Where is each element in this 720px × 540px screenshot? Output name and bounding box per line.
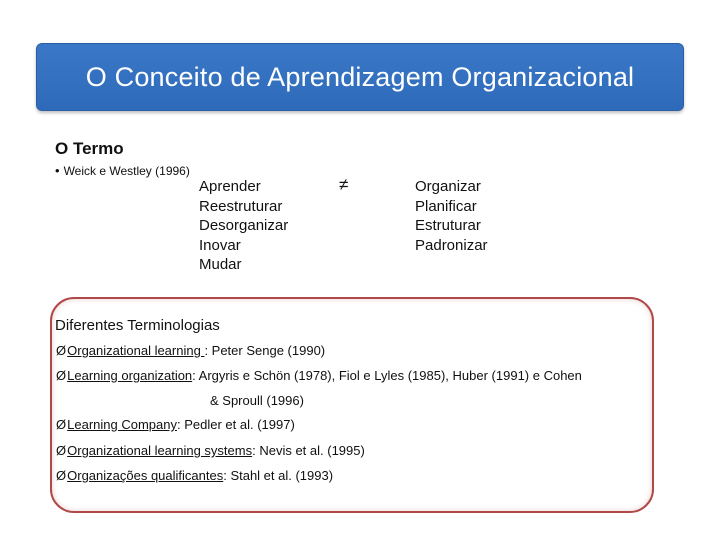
terminology-continuation: & Sproull (1996): [210, 393, 304, 408]
organizar-column: [415, 177, 488, 255]
arrow-bullet-icon: Ø: [56, 443, 67, 458]
arrow-bullet-icon: Ø: [56, 343, 67, 358]
arrow-bullet-icon: Ø: [56, 368, 67, 383]
terminology-authors: : Stahl et al. (1993): [223, 468, 334, 483]
arrow-bullet-icon: Ø: [56, 468, 67, 483]
author-reference: Weick e Westley (1996): [63, 164, 190, 178]
terminology-item: [56, 343, 325, 358]
terminology-authors: : Peter Senge (1990): [204, 343, 326, 358]
terminology-authors: : Pedler et al. (1997): [176, 417, 295, 432]
organizar-item: Estruturar: [415, 217, 481, 234]
terminology-term: Learning Company: [67, 417, 177, 432]
aprender-heading: Aprender: [199, 178, 261, 195]
term-heading: O Termo: [55, 139, 124, 158]
title-banner: [36, 43, 684, 111]
not-equal-symbol: ≠: [339, 175, 349, 194]
terminology-authors: : Argyris e Schön (1978), Fiol e Lyles (1985), Huber (1991) e Cohen: [192, 368, 582, 383]
author-bullet: [55, 163, 190, 178]
aprender-item: Inovar: [199, 236, 241, 254]
terminology-term: Organizational learning systems: [67, 443, 253, 458]
terminology-authors: : Nevis et al. (1995): [252, 443, 365, 458]
aprender-item: Desorganizar: [199, 217, 289, 234]
aprender-column: [199, 177, 288, 275]
arrow-bullet-icon: Ø: [56, 417, 67, 432]
organizar-heading: Organizar: [415, 178, 481, 195]
bullet-dot-icon: •: [55, 163, 60, 178]
aprender-item: Mudar: [199, 256, 242, 273]
terminology-item: [56, 468, 333, 483]
terminology-item: [56, 443, 365, 458]
slide-title: O Conceito de Aprendizagem Organizacional: [85, 61, 635, 92]
terminology-item: [56, 368, 582, 383]
terminology-term: Learning organization: [67, 368, 193, 383]
organizar-item: Planificar: [415, 197, 477, 215]
organizar-item: Padronizar: [415, 236, 488, 254]
terminology-term: Organizações qualificantes: [67, 468, 224, 483]
aprender-item: Reestruturar: [199, 197, 283, 215]
terminology-item: [56, 417, 295, 432]
terminologies-heading: Diferentes Terminologias: [55, 317, 220, 334]
terminology-term: Organizational learning: [67, 343, 205, 358]
